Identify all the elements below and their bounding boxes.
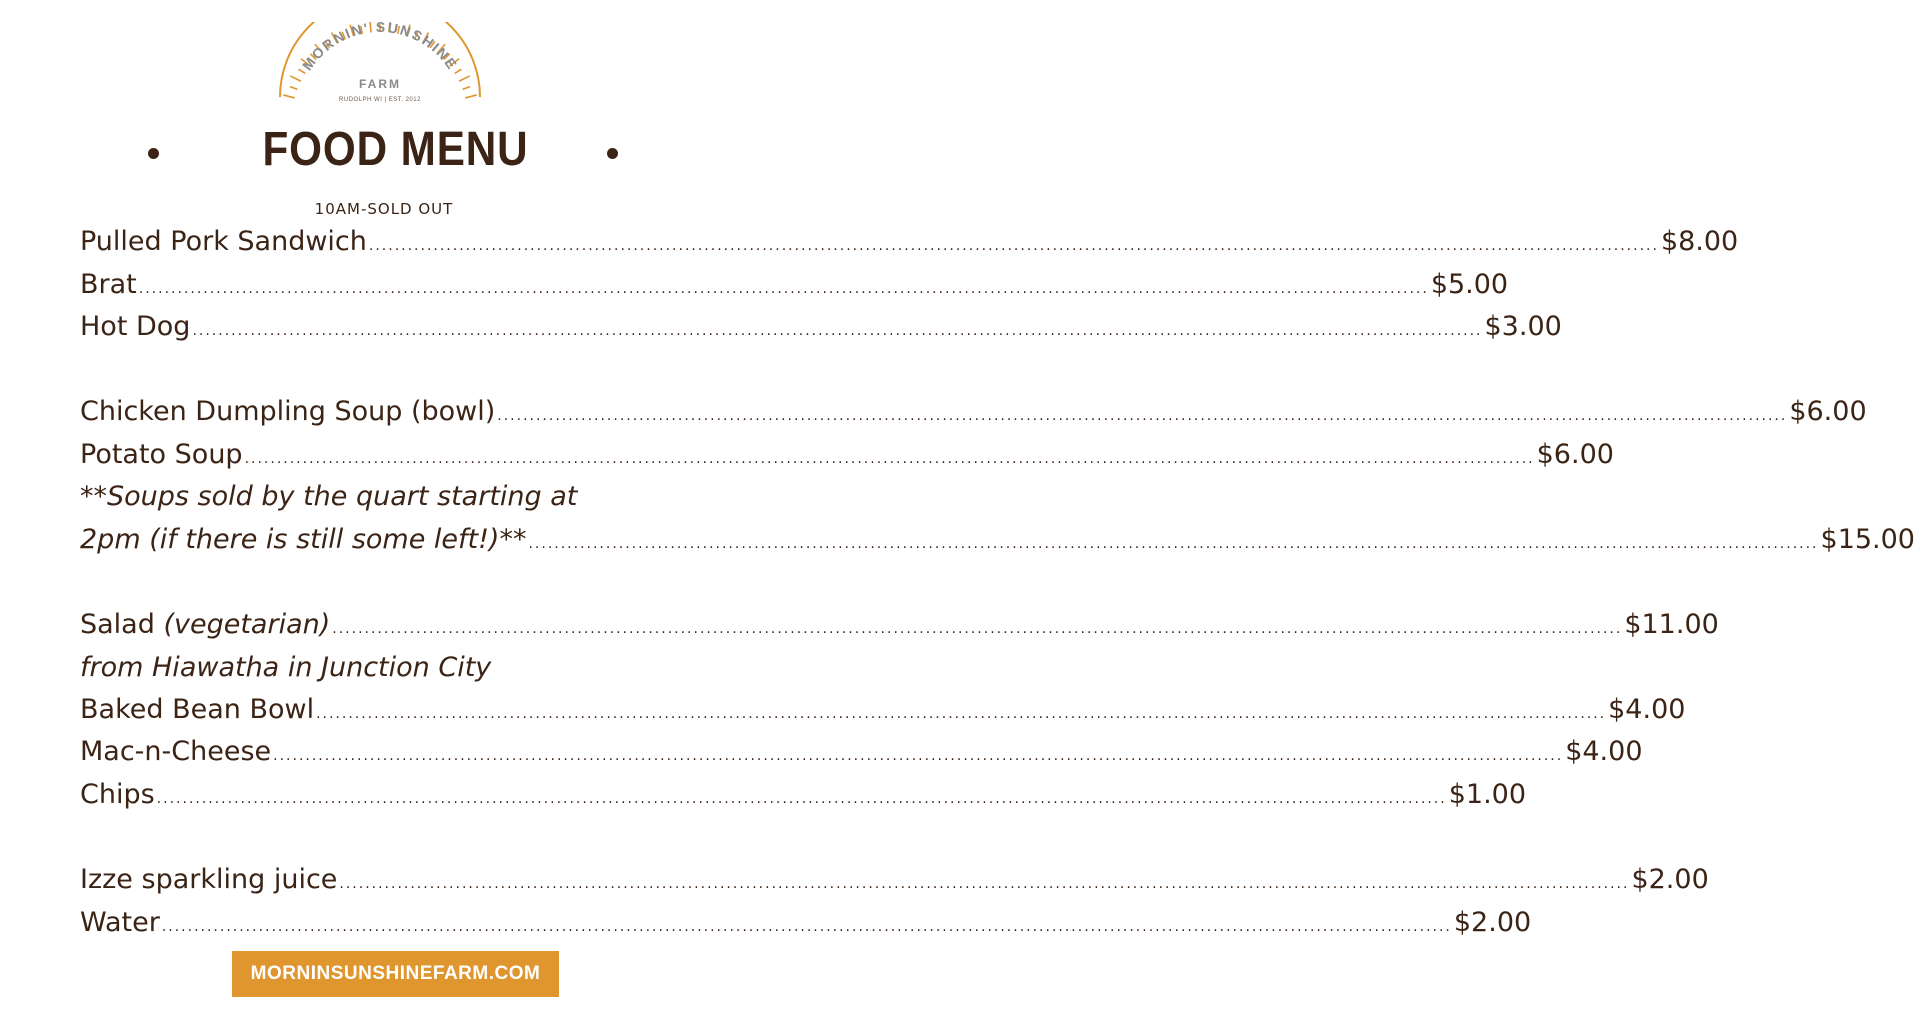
leader-dots: ........................................................................................................................................................................................................ xyxy=(528,536,1819,552)
leader-dots: ........................................................................................................................................................................................................ xyxy=(497,408,1788,424)
menu-item xyxy=(80,609,1719,649)
menu-item xyxy=(80,694,1686,734)
menu-item xyxy=(80,907,1532,947)
logo-name-arc: MORNIN' SUNSHINE xyxy=(298,22,462,74)
hours-text: 10AM-SOLD OUT xyxy=(314,200,454,218)
item-price: $6.00 xyxy=(1789,396,1867,427)
bullet-icon xyxy=(607,148,618,159)
menu-item xyxy=(80,864,1709,904)
item-name-suffix: (vegetarian) xyxy=(163,609,331,640)
menu-item xyxy=(80,779,1527,819)
item-name: Hot Dog xyxy=(80,311,191,342)
leader-dots: ........................................................................................................................................................................................................ xyxy=(192,323,1483,339)
item-name: Izze sparkling juice xyxy=(80,864,338,895)
item-price: $1.00 xyxy=(1448,779,1527,810)
menu-item xyxy=(80,226,1739,266)
leader-dots: ........................................................................................................................................................................................................ xyxy=(273,748,1564,764)
item-name: Baked Bean Bowl xyxy=(80,694,315,725)
item-price: $11.00 xyxy=(1624,609,1719,640)
sun-ray xyxy=(283,95,295,98)
page-title: FOOD MENU xyxy=(262,123,529,176)
item-price: $8.00 xyxy=(1660,226,1739,257)
leader-dots: ........................................................................................................................................................................................................ xyxy=(368,238,1659,254)
menu-item xyxy=(80,439,1614,479)
item-price: $5.00 xyxy=(1430,269,1509,300)
leader-dots: ........................................................................................................................................................................................................ xyxy=(244,451,1535,467)
item-name: Chicken Dumpling Soup (bowl) xyxy=(80,396,496,427)
salad-note: from Hiawatha in Junction City xyxy=(80,652,492,683)
item-price: $4.00 xyxy=(1608,694,1686,725)
logo-tagline: RUDOLPH WI | EST. 2012 xyxy=(339,97,421,103)
leader-dots: ........................................................................................................................................................................................................ xyxy=(332,621,1623,637)
item-price: $4.00 xyxy=(1565,736,1643,767)
item-name: 2pm (if there is still some left!)** xyxy=(80,524,527,555)
menu-item xyxy=(80,524,1915,564)
sun-ray xyxy=(459,76,470,81)
sun-ray xyxy=(465,95,477,98)
leader-dots: ........................................................................................................................................................................................................ xyxy=(138,281,1429,297)
item-name: Potato Soup xyxy=(80,439,243,470)
menu-item xyxy=(80,311,1562,351)
title-row xyxy=(0,122,791,184)
leader-dots: ........................................................................................................................................................................................................ xyxy=(156,791,1447,807)
menu-item xyxy=(80,269,1509,309)
item-price: $2.00 xyxy=(1631,864,1709,895)
item-name: Water xyxy=(80,907,160,938)
farm-logo xyxy=(260,22,500,112)
leader-dots: ........................................................................................................................................................................................................ xyxy=(161,919,1452,935)
sun-ray xyxy=(290,76,301,81)
sun-ray xyxy=(455,69,462,73)
leader-dots: ........................................................................................................................................................................................................ xyxy=(316,706,1607,722)
item-price: $3.00 xyxy=(1484,311,1562,342)
website-link-button[interactable]: MORNINSUNSHINEFARM.COM xyxy=(232,951,559,997)
item-price: $2.00 xyxy=(1453,907,1532,938)
item-price: $6.00 xyxy=(1536,439,1614,470)
sun-ray xyxy=(463,87,471,90)
menu-item xyxy=(80,736,1643,776)
menu-item xyxy=(80,396,1867,436)
sun-ray xyxy=(299,69,306,73)
item-price: $15.00 xyxy=(1820,524,1915,555)
soup-note: **Soups sold by the quart starting at xyxy=(80,481,578,512)
item-name: Salad (vegetarian) xyxy=(80,609,331,640)
item-name: Mac-n-Cheese xyxy=(80,736,272,767)
item-name: Brat xyxy=(80,269,137,300)
leader-dots: ........................................................................................................................................................................................................ xyxy=(339,876,1630,892)
item-name: Chips xyxy=(80,779,155,810)
item-name: Pulled Pork Sandwich xyxy=(80,226,367,257)
sun-ray xyxy=(290,87,298,90)
logo-name-farm: FARM xyxy=(359,77,401,91)
